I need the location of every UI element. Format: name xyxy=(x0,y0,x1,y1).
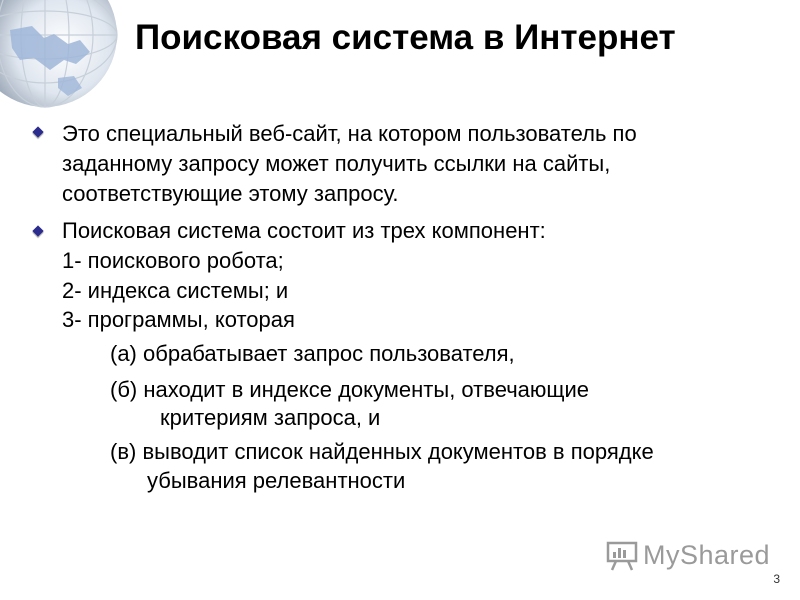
subitem-b-line-2: критериям запроса, и xyxy=(160,405,381,430)
bullet-2-line-2: 1- поискового робота; xyxy=(62,248,284,273)
bullet-1-line-2: заданному запросу может получить ссылки на сайты, xyxy=(62,151,611,176)
bullet-icon xyxy=(32,126,43,137)
subitem-c-line-2: убывания релевантности xyxy=(147,468,406,493)
subitem-c-line-1: (в) выводит список найденных документов в порядке xyxy=(110,439,654,464)
globe-icon xyxy=(0,0,120,110)
logo-text: MyShared xyxy=(643,539,771,570)
subitem-a: (а) обрабатывает запрос пользователя, xyxy=(110,341,515,366)
slide-title: Поисковая система в Интернет xyxy=(135,18,676,57)
presentation-board-icon xyxy=(605,538,639,572)
subitem-b-line-1: (б) находит в индексе документы, отвечающие xyxy=(110,377,590,402)
bullet-2-line-3: 2- индекса системы; и xyxy=(62,278,289,303)
bullet-1-line-1: Это специальный веб-сайт, на котором пользователь по xyxy=(62,121,637,146)
bullet-1-line-3: соответствующие этому запросу. xyxy=(62,181,399,206)
bullet-icon xyxy=(32,225,43,236)
bullet-2-line-4: 3- программы, которая xyxy=(62,307,295,332)
bullet-2-line-1: Поисковая система состоит из трех компонент: xyxy=(62,218,546,243)
page-number: 3 xyxy=(773,572,780,586)
myshared-logo xyxy=(605,537,770,573)
